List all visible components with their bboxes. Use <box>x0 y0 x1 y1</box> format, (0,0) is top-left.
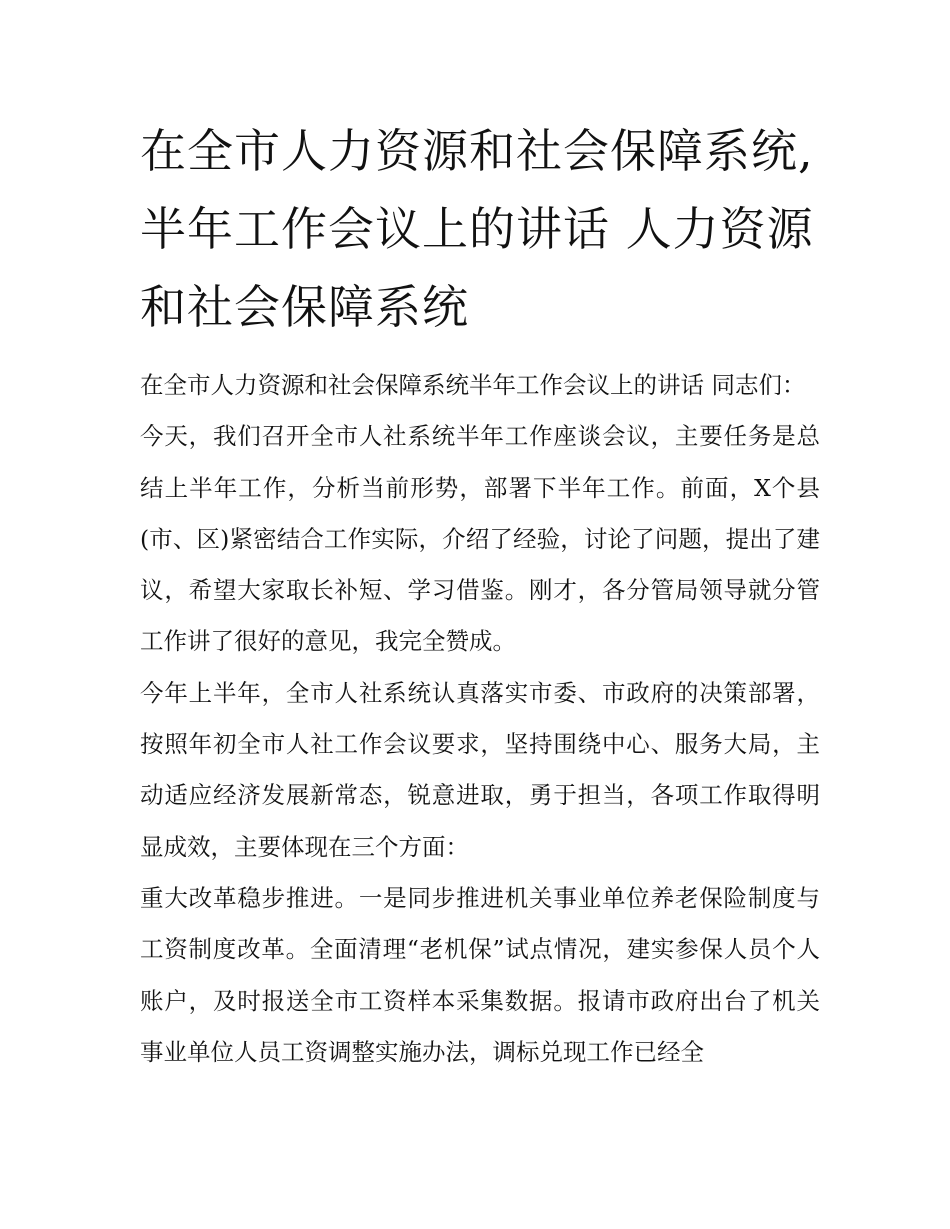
document-title: 在全市人力资源和社会保障系统,半年工作会议上的讲话 人力资源和社会保障系统 <box>140 124 814 334</box>
paragraph-greeting: 在全市人力资源和社会保障系统半年工作会议上的讲话 同志们： <box>140 371 806 399</box>
paragraph-reform: 重大改革稳步推进。一是同步推进机关事业单位养老保险制度与工资制度改革。全面清理“老机保”试点情况，建实参保人员个人账户，及时报送全市工资样本采集数据。报请市政府出台了机关事业单位人员工资调整实施办法，调标兑现工作已经全 <box>140 883 820 1066</box>
paragraph-opening: 今天，我们召开全市人社系统半年工作座谈会议，主要任务是总结上半年工作，分析当前形势，部署下半年工作。前面，X个县(市、区)紧密结合工作实际，介绍了经验，讨论了问题，提出了建议，希望大家取长补短、学习借鉴。刚才，各分管局领导就分管工作讲了很好的意见，我完全赞成。 <box>140 422 820 656</box>
document-body <box>140 360 820 1078</box>
paragraph-summary: 今年上半年，全市人社系统认真落实市委、市政府的决策部署，按照年初全市人社工作会议要求，坚持围绕中心、服务大局，主动适应经济发展新常态，锐意进取，勇于担当，各项工作取得明显成效，主要体现在三个方面： <box>140 678 820 861</box>
document-page <box>140 112 820 1078</box>
